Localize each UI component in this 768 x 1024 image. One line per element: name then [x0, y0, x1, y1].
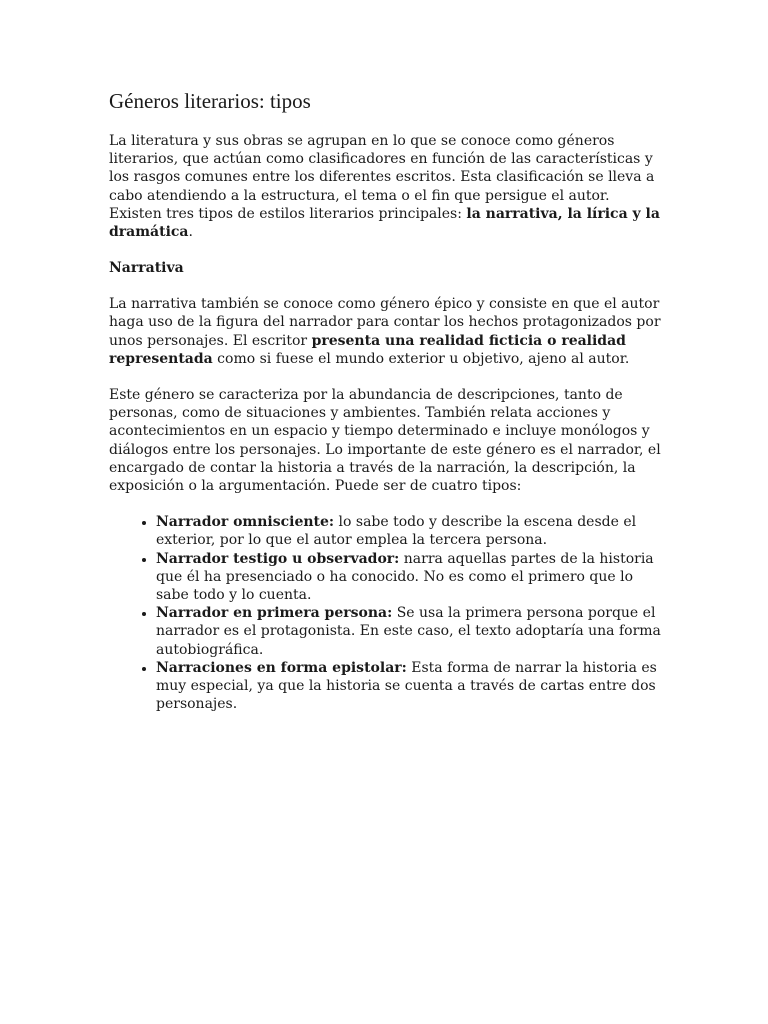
- list-item: [156, 604, 665, 659]
- list-item: [156, 513, 665, 549]
- narrative-paragraph-1: [109, 295, 665, 368]
- intro-end: .: [188, 224, 193, 241]
- para1-bold: presenta una realidad ficticia o realidad representada: [109, 332, 626, 367]
- list-item-term: Narrador testigo u observador:: [156, 550, 400, 567]
- para1-after: como si fuese el mundo exterior u objetivo, ajeno al autor.: [212, 350, 630, 367]
- list-item: [156, 659, 665, 714]
- list-item-term: Narrador en primera persona:: [156, 605, 393, 622]
- narrator-types-list: [109, 513, 665, 713]
- list-item: [156, 550, 665, 605]
- list-item-desc: Esta forma de narrar la historia es muy especial, ya que la historia se cuenta a través de cartas entre dos personajes.: [156, 659, 657, 713]
- intro-bold: la narrativa, la lírica y la dramática: [109, 205, 660, 241]
- list-item-desc: Se usa la primera persona porque el narrador es el protagonista. En este caso, el texto adoptaría una forma autobiográfica.: [156, 605, 661, 658]
- narrative-paragraph-2: Este género se caracteriza por la abundancia de descripciones, tanto de personas, como de situaciones y ambientes. También relata acciones y acontecimientos en un espacio y tiempo determinado e incluye monólogos y diálogos entre los personajes. Lo importante de este género es el narrador, el encargado de contar la historia a través de la narración, la descripción, la exposición o la argumentación. Puede ser de cuatro tipos:: [109, 387, 661, 495]
- document-body: [109, 88, 665, 713]
- intro-text: La literatura y sus obras se agrupan en lo que se conoce como géneros literarios, que actúan como clasificadores en función de las características y los rasgos comunes entre los diferentes escritos. Esta clasificación se lleva a cabo atendiendo a la estructura, el tema o el fin que persigue el autor. Existen tres tipos de estilos literarios principales:: [109, 133, 655, 222]
- list-item-term: Narrador omnisciente:: [156, 514, 335, 531]
- intro-paragraph: [109, 132, 665, 241]
- list-item-desc: lo sabe todo y describe la escena desde el exterior, por lo que el autor emplea la tercera persona.: [156, 514, 637, 549]
- document-title: Géneros literarios: tipos: [109, 89, 311, 113]
- para1-before: La narrativa también se conoce como género épico y consiste en que el autor haga uso de la figura del narrador para contar los hechos protagonizados por unos personajes. El escritor: [109, 296, 661, 349]
- list-item-term: Narraciones en forma epistolar:: [156, 659, 407, 676]
- list-item-desc: narra aquellas partes de la historia que él ha presenciado o ha conocido. No es como el primero que lo sabe todo y lo cuenta.: [156, 550, 654, 604]
- section-heading: Narrativa: [109, 260, 184, 277]
